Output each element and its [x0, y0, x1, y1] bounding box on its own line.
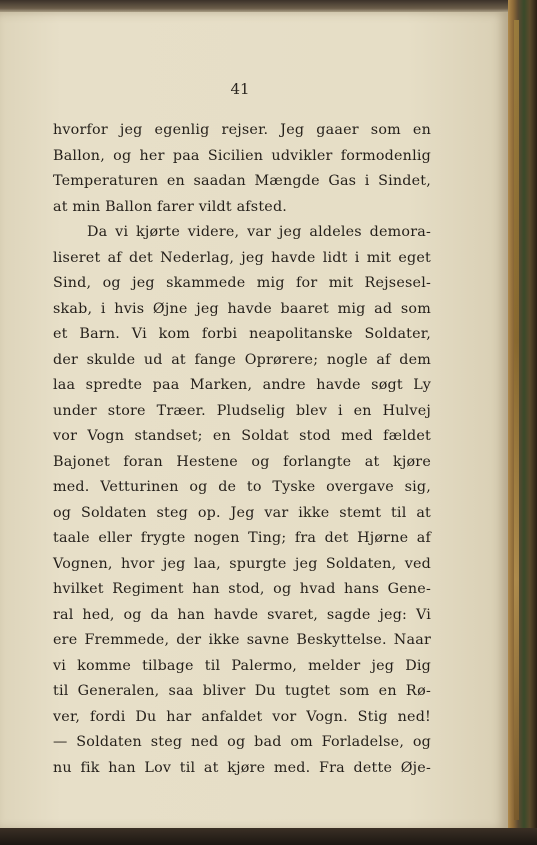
text-line: hvilket Regiment han stod, og hvad hans Gene-	[53, 581, 431, 597]
spine-binding-strip	[514, 20, 519, 820]
text-line: et Barn. Vi kom forbi neapolitanske Soldater,	[53, 326, 431, 342]
text-line: Da vi kjørte videre, var jeg aldeles demora-	[87, 224, 431, 240]
text-line: — Soldaten steg ned og bad om Forladelse, og	[53, 734, 431, 750]
text-line: Vognen, hvor jeg laa, spurgte jeg Soldaten, ved	[53, 555, 431, 572]
text-line: Sind, og jeg skammede mig for mit Rejsesel-	[53, 275, 431, 291]
text-line: liseret af det Nederlag, jeg havde lidt i mit eget	[53, 249, 431, 266]
text-line: ere Fremmede, der ikke savne Beskyttelse. Naar	[53, 632, 431, 648]
text-line: Temperaturen en saadan Mængde Gas i Sindet,	[53, 173, 431, 189]
text-line: taale eller frygte nogen Ting; fra det Hjørne af	[53, 530, 431, 546]
text-line: der skulde ud at fange Oprørere; nogle af dem	[53, 351, 431, 368]
text-line: og Soldaten steg op. Jeg var ikke stemt til at	[53, 504, 431, 521]
text-line: skab, i hvis Øjne jeg havde baaret mig ad som	[53, 300, 431, 317]
text-line: ver, fordi Du har anfaldet vor Vogn. Stig ned!	[53, 708, 431, 725]
text-line: ral hed, og da han havde svaret, sagde jeg: Vi	[53, 606, 431, 623]
text-line: at min Ballon farer vildt afsted.	[53, 198, 288, 215]
page-number: 41	[230, 80, 250, 98]
text-line: laa spredte paa Marken, andre havde søgt Ly	[53, 377, 431, 393]
text-line: vor Vogn standset; en Soldat stod med fældet	[53, 428, 431, 444]
text-line: nu fik han Lov til at kjøre med. Fra dette Øje-	[53, 759, 431, 776]
text-line: Ballon, og her paa Sicilien udvikler formodenlig	[53, 147, 431, 164]
text-line: Bajonet foran Hestene og forlangte at kjøre	[53, 453, 431, 470]
body-text	[53, 118, 431, 781]
text-line: med. Vetturinen og de to Tyske overgave sig,	[53, 479, 431, 495]
text-line: hvorfor jeg egenlig rejser. Jeg gaaer som en	[53, 122, 431, 138]
bottom-page-edge	[0, 828, 537, 845]
text-line: under store Træer. Pludselig blev i en Hulvej	[53, 402, 431, 419]
text-line: til Generalen, saa bliver Du tugtet som en Rø-	[53, 683, 431, 699]
text-line: vi komme tilbage til Palermo, melder jeg Dig	[53, 657, 431, 674]
book-spine	[508, 0, 537, 845]
